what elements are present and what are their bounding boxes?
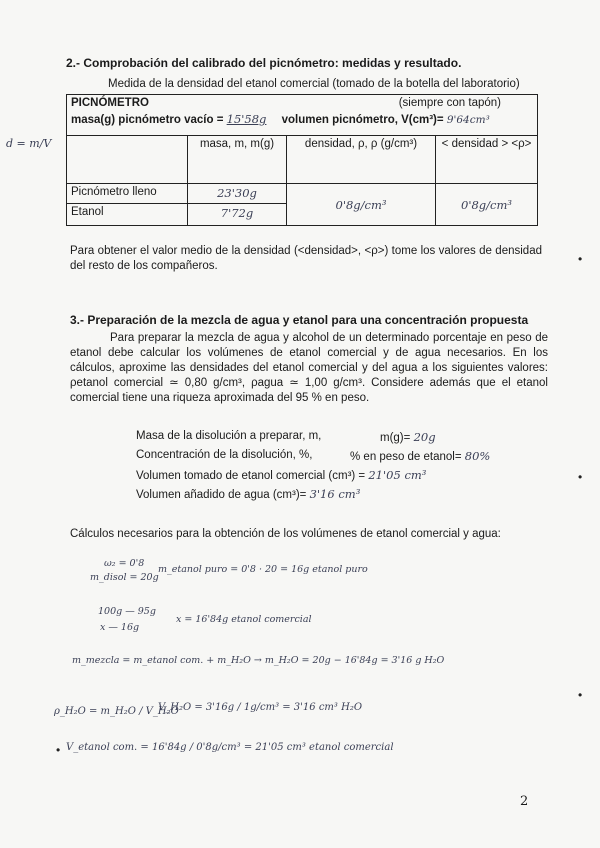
- mass-empty-value: 15'58g: [226, 112, 267, 126]
- conc-label: Concentración de la disolución, %,: [136, 449, 313, 461]
- col-avg-header: < densidad > <ρ>: [436, 136, 538, 184]
- mass-empty-label: masa(g) picnómetro vacío =: [71, 114, 224, 126]
- volume-value: 9'64cm³: [446, 114, 490, 126]
- calc-line: ω₂ = 0'8: [104, 558, 145, 569]
- calc-line: V_H₂O = 3'16g / 1g/cm³ = 3'16 cm³ H₂O: [158, 702, 363, 713]
- page-number: 2: [520, 794, 529, 809]
- calc-line: x = 16'84g etanol comercial: [176, 614, 312, 625]
- calc-line: m_etanol puro = 0'8 · 20 = 16g etanol puro: [158, 564, 368, 575]
- section3-title: 3.- Preparación de la mezcla de agua y etanol para una concentración propuesta: [70, 313, 529, 327]
- margin-note: d = m/V: [6, 137, 52, 150]
- calc-line: x — 16g: [100, 622, 140, 633]
- calc-line: 100g — 95g: [98, 606, 156, 617]
- dot-mark: •: [578, 470, 583, 484]
- calc-line: m_mezcla = m_etanol com. + m_H₂O → m_H₂O = 20g − 16'84g = 3'16 g H₂O: [72, 655, 445, 666]
- row-mass: 23'30g: [188, 184, 287, 204]
- section3-paragraph: Para preparar la mezcla de agua y alcohol de un determinado porcentaje en peso de etanol debe calcular los volúmenes de etanol comercial y de agua necesarios. En los cálculos, aproxime las densidades del etanol comercial y del agua a los siguientes valores: ρetanol comercial ≃ 0,80 g/cm³, ρagua ≃ 1,00 g/cm³. Considere además que el etanol comercial tiene una riqueza aproximada del 95 % en peso.: [70, 332, 548, 404]
- row-label: Etanol: [67, 204, 188, 226]
- dot-mark: •: [578, 688, 583, 702]
- mass-value: 20g: [413, 430, 436, 444]
- section2-title: 2.- Comprobación del calibrado del picnómetro: medidas y resultado.: [66, 56, 462, 70]
- vol-water-value: 3'16 cm³: [309, 487, 361, 501]
- calc-line: ρ_H₂O = m_H₂O / V_H₂O: [54, 706, 179, 717]
- col-mass-header: masa, m, m(g): [188, 136, 287, 184]
- table-row: [67, 184, 538, 204]
- row-label: Picnómetro lleno: [67, 184, 188, 204]
- table-header-note: (siempre con tapón): [398, 97, 501, 109]
- conc-value-label: % en peso de etanol=: [350, 451, 462, 463]
- calc-line: V_etanol com. = 16'84g / 0'8g/cm³ = 21'05 cm³ etanol comercial: [66, 742, 394, 753]
- density-value: 0'8g/cm³: [287, 184, 436, 226]
- table-header-title: PICNÓMETRO: [71, 97, 149, 109]
- mass-value-label: m(g)=: [380, 432, 411, 444]
- section2-subtitle: Medida de la densidad del etanol comercial (tomado de la botella del laboratorio): [108, 78, 520, 90]
- vol-ethanol-label: Volumen tomado de etanol comercial (cm³) =: [136, 470, 366, 482]
- vol-water-label: Volumen añadido de agua (cm³)=: [136, 489, 307, 501]
- empty-header-cell: [67, 136, 188, 184]
- row-mass: 7'72g: [188, 204, 287, 226]
- dot-mark: •: [578, 252, 583, 266]
- section2-note: Para obtener el valor medio de la densidad (<densidad>, <ρ>) tome los valores de densidad del resto de los compañeros.: [70, 245, 542, 272]
- bullet-mark: •: [56, 743, 61, 757]
- vol-ethanol-value: 21'05 cm³: [368, 468, 427, 482]
- calc-line: m_disol = 20g: [90, 572, 159, 583]
- mass-label: Masa de la disolución a preparar, m,: [136, 430, 322, 442]
- calc-title: Cálculos necesarios para la obtención de los volúmenes de etanol comercial y agua:: [70, 528, 501, 540]
- picnometer-table: [66, 94, 538, 226]
- volume-label: volumen picnómetro, V(cm³)=: [281, 114, 444, 126]
- avg-density-value: 0'8g/cm³: [436, 184, 538, 226]
- table-header: [67, 95, 538, 136]
- col-density-header: densidad, ρ, ρ (g/cm³): [287, 136, 436, 184]
- conc-value: 80%: [464, 449, 491, 463]
